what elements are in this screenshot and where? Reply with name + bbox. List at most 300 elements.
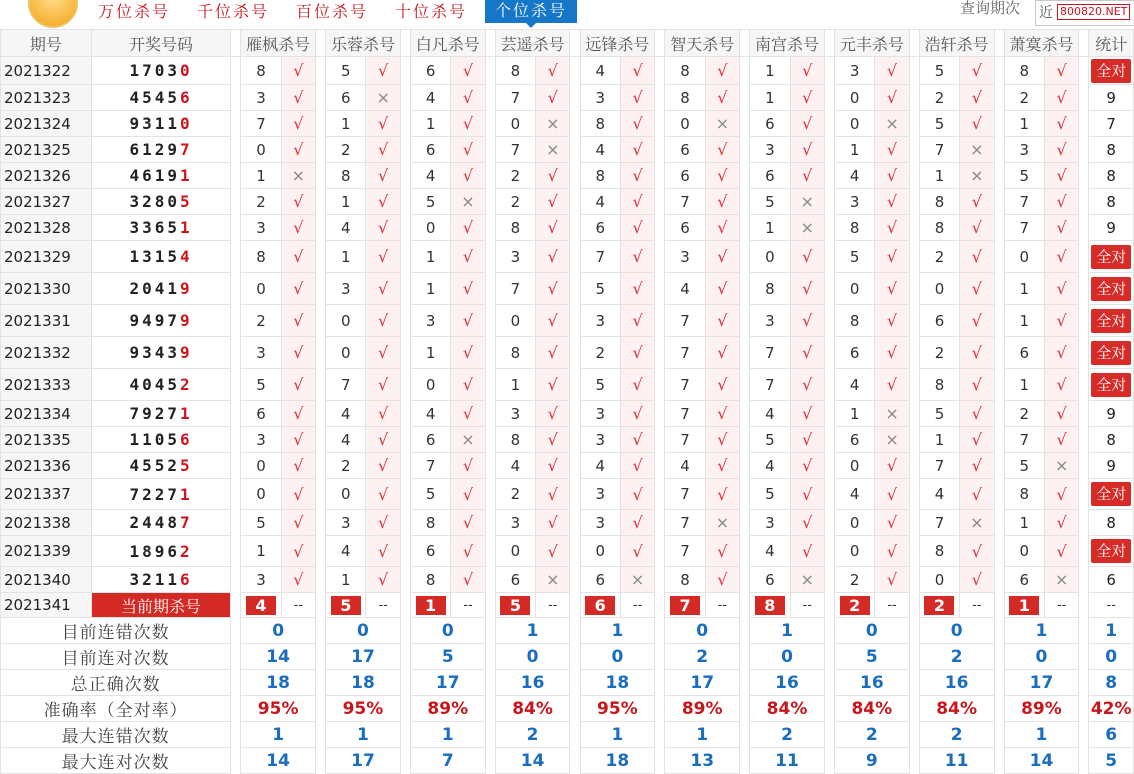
col-spacer	[655, 670, 665, 696]
col-spacer	[655, 189, 665, 215]
table-row	[1, 401, 1134, 427]
col-spacer	[740, 401, 750, 427]
kill-number: 1	[326, 111, 366, 137]
tab-bai[interactable]: 百位杀号	[296, 2, 369, 21]
col-spacer	[1079, 57, 1089, 85]
col-spacer	[909, 57, 919, 85]
stat-cell	[1089, 137, 1134, 163]
col-spacer	[655, 241, 665, 273]
kill-number: 8	[919, 369, 959, 401]
pending-result: --	[790, 593, 824, 618]
col-spacer	[316, 644, 326, 670]
issue-number: 2021328	[1, 215, 92, 241]
kill-number: 7	[241, 111, 281, 137]
kill-number: 7	[665, 479, 705, 510]
issue-number: 2021335	[1, 427, 92, 453]
col-spacer	[1079, 401, 1089, 427]
kill-number: 7	[495, 85, 535, 111]
check-icon: √	[366, 305, 400, 337]
col-spacer	[400, 57, 410, 85]
draw-ones-digit: 6	[179, 570, 193, 589]
kill-number: 0	[580, 536, 620, 567]
kill-number: 8	[410, 567, 450, 593]
col-spacer	[994, 215, 1004, 241]
kill-number: 6	[834, 337, 874, 369]
kill-number: 6	[750, 111, 790, 137]
summary-value: 1	[1004, 618, 1079, 644]
col-spacer	[485, 453, 495, 479]
col-spacer	[655, 401, 665, 427]
kill-number: 5	[750, 479, 790, 510]
check-icon: √	[790, 369, 824, 401]
col-spacer	[655, 567, 665, 593]
col-spacer	[740, 427, 750, 453]
kill-number: 1	[241, 536, 281, 567]
col-spacer	[231, 137, 241, 163]
tab-qian[interactable]: 千位杀号	[197, 2, 270, 21]
kill-number: 7	[665, 510, 705, 536]
header-killer[interactable]: 雁枫杀号	[241, 30, 316, 57]
correct-count: 9	[1106, 456, 1116, 475]
draw-number	[91, 567, 230, 593]
col-spacer	[231, 593, 241, 618]
draw-number	[91, 241, 230, 273]
col-spacer	[570, 163, 580, 189]
kill-number: 5	[919, 111, 959, 137]
col-spacer	[655, 618, 665, 644]
col-spacer	[909, 593, 919, 618]
cross-icon: ×	[1044, 567, 1078, 593]
header-killer[interactable]: 浩轩杀号	[919, 30, 994, 57]
col-spacer	[316, 273, 326, 305]
check-icon: √	[451, 510, 485, 536]
kill-number: 1	[919, 163, 959, 189]
kill-number: 3	[241, 85, 281, 111]
col-spacer	[994, 85, 1004, 111]
kill-number: 5	[919, 401, 959, 427]
col-spacer	[740, 215, 750, 241]
check-icon: √	[960, 57, 994, 85]
col-spacer	[994, 57, 1004, 85]
issue-number: 2021338	[1, 510, 92, 536]
kill-number: 4	[580, 137, 620, 163]
col-spacer	[485, 510, 495, 536]
col-spacer	[316, 137, 326, 163]
stat-cell	[1089, 337, 1134, 369]
col-spacer	[400, 696, 410, 722]
kill-number: 7	[495, 273, 535, 305]
cross-icon: ×	[875, 427, 909, 453]
col-spacer	[1079, 593, 1089, 618]
kill-number: 0	[834, 111, 874, 137]
summary-value: 1	[580, 722, 655, 748]
table-row	[1, 567, 1134, 593]
kill-number: 1	[1004, 369, 1044, 401]
stat-cell	[1089, 163, 1134, 189]
cross-icon: ×	[536, 137, 570, 163]
col-spacer	[316, 111, 326, 137]
header-killer[interactable]: 萧寞杀号	[1004, 30, 1079, 57]
summary-value: 0	[1004, 644, 1079, 670]
summary-total-value: 0	[1089, 644, 1134, 670]
kill-number: 8	[665, 567, 705, 593]
col-spacer	[1079, 111, 1089, 137]
col-spacer	[994, 241, 1004, 273]
check-icon: √	[875, 57, 909, 85]
col-spacer	[400, 618, 410, 644]
summary-value: 0	[665, 618, 740, 644]
col-spacer	[1079, 215, 1089, 241]
draw-ones-digit: 1	[179, 484, 193, 504]
kill-number: 8	[495, 427, 535, 453]
kill-number: 4	[580, 453, 620, 479]
draw-number	[91, 57, 230, 85]
check-icon: √	[451, 241, 485, 273]
kill-number: 7	[665, 337, 705, 369]
check-icon: √	[1044, 401, 1078, 427]
col-spacer	[909, 137, 919, 163]
summary-value: 14	[241, 644, 316, 670]
current-kill-number: 2	[840, 596, 870, 615]
kill-number: 3	[1004, 137, 1044, 163]
draw-number	[91, 369, 230, 401]
check-icon: √	[705, 337, 739, 369]
col-spacer	[231, 510, 241, 536]
col-spacer	[740, 337, 750, 369]
kill-number: 7	[919, 137, 959, 163]
check-icon: √	[790, 510, 824, 536]
check-icon: √	[790, 137, 824, 163]
col-spacer	[994, 536, 1004, 567]
check-icon: √	[451, 479, 485, 510]
kill-number: 6	[665, 215, 705, 241]
kill-number: 8	[241, 57, 281, 85]
draw-ones-digit: 9	[179, 343, 193, 362]
table-row	[1, 510, 1134, 536]
kill-number: 3	[326, 510, 366, 536]
col-spacer	[400, 722, 410, 748]
check-icon: √	[620, 189, 654, 215]
col-spacer	[570, 567, 580, 593]
col-spacer	[1079, 163, 1089, 189]
summary-value: 5	[410, 644, 485, 670]
pending-result: --	[960, 593, 994, 618]
header-killer[interactable]: 远锋杀号	[580, 30, 655, 57]
col-spacer	[740, 670, 750, 696]
col-spacer	[316, 748, 326, 774]
header-killer[interactable]: 白凡杀号	[410, 30, 485, 57]
all-correct-badge: 全对	[1091, 59, 1131, 83]
col-spacer	[740, 111, 750, 137]
col-spacer	[824, 189, 834, 215]
draw-digits: 3211	[129, 570, 180, 589]
col-spacer	[400, 241, 410, 273]
check-icon: √	[620, 305, 654, 337]
check-icon: √	[705, 305, 739, 337]
col-spacer	[570, 189, 580, 215]
draw-number	[91, 453, 230, 479]
header-killer[interactable]: 元丰杀号	[834, 30, 909, 57]
header-spacer	[824, 30, 834, 57]
col-spacer	[909, 510, 919, 536]
table-row	[1, 337, 1134, 369]
col-spacer	[570, 696, 580, 722]
summary-row	[1, 748, 1134, 774]
check-icon: √	[1044, 305, 1078, 337]
check-icon: √	[705, 479, 739, 510]
issue-number: 2021325	[1, 137, 92, 163]
issue-number: 2021322	[1, 57, 92, 85]
col-spacer	[485, 57, 495, 85]
check-icon: √	[281, 453, 315, 479]
check-icon: √	[281, 57, 315, 85]
col-spacer	[824, 567, 834, 593]
col-spacer	[570, 618, 580, 644]
pending-result: --	[366, 593, 400, 618]
kill-number: 1	[495, 369, 535, 401]
table-row	[1, 273, 1134, 305]
kill-number: 3	[495, 401, 535, 427]
check-icon: √	[620, 453, 654, 479]
kill-number: 6	[580, 215, 620, 241]
kill-number: 4	[834, 163, 874, 189]
col-spacer	[231, 273, 241, 305]
col-spacer	[909, 241, 919, 273]
current-kill-cell	[834, 593, 874, 618]
current-kill-cell	[410, 593, 450, 618]
kill-number: 4	[750, 536, 790, 567]
check-icon: √	[366, 163, 400, 189]
check-icon: √	[790, 401, 824, 427]
col-spacer	[485, 427, 495, 453]
col-spacer	[1079, 241, 1089, 273]
table-row	[1, 241, 1134, 273]
col-spacer	[485, 273, 495, 305]
summary-label: 目前连错次数	[1, 618, 231, 644]
col-spacer	[485, 111, 495, 137]
header-spacer	[994, 30, 1004, 57]
cross-icon: ×	[451, 427, 485, 453]
check-icon: √	[875, 369, 909, 401]
kill-number: 7	[750, 369, 790, 401]
col-spacer	[570, 644, 580, 670]
kill-number: 7	[919, 453, 959, 479]
kill-number: 6	[665, 137, 705, 163]
tab-wan[interactable]: 万位杀号	[98, 2, 171, 21]
col-spacer	[824, 479, 834, 510]
cross-icon: ×	[451, 189, 485, 215]
summary-value: 2	[919, 722, 994, 748]
col-spacer	[316, 479, 326, 510]
col-spacer	[231, 163, 241, 189]
col-spacer	[994, 510, 1004, 536]
kill-number: 0	[326, 479, 366, 510]
col-spacer	[1079, 189, 1089, 215]
kill-number: 8	[495, 337, 535, 369]
col-spacer	[231, 696, 241, 722]
cross-icon: ×	[960, 163, 994, 189]
col-spacer	[231, 748, 241, 774]
col-spacer	[655, 305, 665, 337]
col-spacer	[231, 536, 241, 567]
col-spacer	[909, 696, 919, 722]
check-icon: √	[705, 567, 739, 593]
kill-number: 3	[750, 305, 790, 337]
summary-value: 1	[410, 722, 485, 748]
check-icon: √	[536, 85, 570, 111]
kill-number: 3	[580, 427, 620, 453]
col-spacer	[655, 85, 665, 111]
draw-number	[91, 536, 230, 567]
check-icon: √	[705, 163, 739, 189]
draw-digits: 1703	[129, 61, 180, 80]
col-spacer	[231, 670, 241, 696]
col-spacer	[400, 748, 410, 774]
check-icon: √	[536, 401, 570, 427]
check-icon: √	[281, 85, 315, 111]
all-correct-badge: 全对	[1091, 482, 1131, 506]
kill-number: 6	[241, 401, 281, 427]
kill-number: 4	[750, 453, 790, 479]
top-bar	[0, 0, 1134, 27]
col-spacer	[655, 215, 665, 241]
col-spacer	[655, 748, 665, 774]
kill-number: 7	[326, 369, 366, 401]
tab-ge[interactable]: 个位杀号	[485, 0, 577, 23]
cross-icon: ×	[790, 567, 824, 593]
table-row	[1, 427, 1134, 453]
check-icon: √	[790, 453, 824, 479]
summary-total-value: 5	[1089, 748, 1134, 774]
check-icon: √	[960, 189, 994, 215]
kill-number: 6	[410, 57, 450, 85]
all-correct-badge: 全对	[1091, 341, 1131, 365]
summary-value: 16	[834, 670, 909, 696]
cross-icon: ×	[790, 189, 824, 215]
kill-number: 2	[834, 567, 874, 593]
col-spacer	[740, 722, 750, 748]
header-spacer	[400, 30, 410, 57]
col-spacer	[994, 163, 1004, 189]
kill-number: 0	[665, 111, 705, 137]
kill-number: 1	[1004, 111, 1044, 137]
col-spacer	[909, 369, 919, 401]
col-spacer	[316, 401, 326, 427]
col-spacer	[485, 722, 495, 748]
pending-result: --	[451, 593, 485, 618]
kill-number-table	[0, 29, 1134, 774]
check-icon: √	[790, 337, 824, 369]
col-spacer	[1079, 722, 1089, 748]
col-spacer	[655, 273, 665, 305]
check-icon: √	[620, 536, 654, 567]
cross-icon: ×	[705, 510, 739, 536]
kill-number: 8	[495, 57, 535, 85]
summary-value: 89%	[665, 696, 740, 722]
check-icon: √	[620, 337, 654, 369]
kill-number: 7	[665, 305, 705, 337]
check-icon: √	[1044, 85, 1078, 111]
col-spacer	[1079, 567, 1089, 593]
col-spacer	[485, 241, 495, 273]
header-killer[interactable]: 智天杀号	[665, 30, 740, 57]
kill-number: 7	[410, 453, 450, 479]
pending-result: --	[536, 593, 570, 618]
cross-icon: ×	[960, 510, 994, 536]
col-spacer	[231, 401, 241, 427]
kill-number: 6	[1004, 567, 1044, 593]
draw-ones-digit: 1	[179, 218, 193, 237]
draw-number	[91, 111, 230, 137]
col-spacer	[655, 453, 665, 479]
summary-value: 18	[326, 670, 401, 696]
draw-digits: 7227	[129, 484, 180, 504]
correct-count: 9	[1106, 218, 1116, 237]
kill-number: 8	[326, 163, 366, 189]
col-spacer	[909, 111, 919, 137]
issue-number: 2021334	[1, 401, 92, 427]
check-icon: √	[281, 369, 315, 401]
kill-number: 0	[326, 337, 366, 369]
site-logo	[28, 0, 78, 28]
header-killer[interactable]: 芸遥杀号	[495, 30, 570, 57]
col-spacer	[824, 427, 834, 453]
current-kill-number: 5	[331, 596, 361, 615]
check-icon: √	[875, 85, 909, 111]
col-spacer	[231, 427, 241, 453]
check-icon: √	[451, 305, 485, 337]
col-spacer	[994, 369, 1004, 401]
check-icon: √	[536, 369, 570, 401]
table-row	[1, 85, 1134, 111]
issue-number: 2021329	[1, 241, 92, 273]
summary-value: 0	[495, 644, 570, 670]
header-stat: 统计	[1089, 30, 1134, 57]
check-icon: √	[1044, 111, 1078, 137]
col-spacer	[316, 722, 326, 748]
col-spacer	[485, 670, 495, 696]
col-spacer	[1079, 427, 1089, 453]
kill-number: 4	[580, 189, 620, 215]
summary-value: 1	[1004, 722, 1079, 748]
summary-value: 0	[834, 618, 909, 644]
check-icon: √	[705, 453, 739, 479]
current-kill-number: 7	[670, 596, 700, 615]
check-icon: √	[366, 57, 400, 85]
issue-number: 2021333	[1, 369, 92, 401]
issue-number: 2021330	[1, 273, 92, 305]
kill-number: 6	[1004, 337, 1044, 369]
check-icon: √	[281, 510, 315, 536]
check-icon: √	[960, 401, 994, 427]
kill-number: 2	[919, 337, 959, 369]
check-icon: √	[451, 85, 485, 111]
header-killer[interactable]: 南宫杀号	[750, 30, 825, 57]
all-correct-badge: 全对	[1091, 277, 1131, 301]
draw-number	[91, 215, 230, 241]
stat-cell	[1089, 427, 1134, 453]
header-killer[interactable]: 乐蓉杀号	[326, 30, 401, 57]
col-spacer	[909, 215, 919, 241]
col-spacer	[231, 57, 241, 85]
check-icon: √	[960, 567, 994, 593]
draw-number	[91, 137, 230, 163]
tab-shi[interactable]: 十位杀号	[395, 2, 468, 21]
current-kill-cell	[919, 593, 959, 618]
kill-number: 6	[495, 567, 535, 593]
summary-row	[1, 670, 1134, 696]
col-spacer	[824, 401, 834, 427]
